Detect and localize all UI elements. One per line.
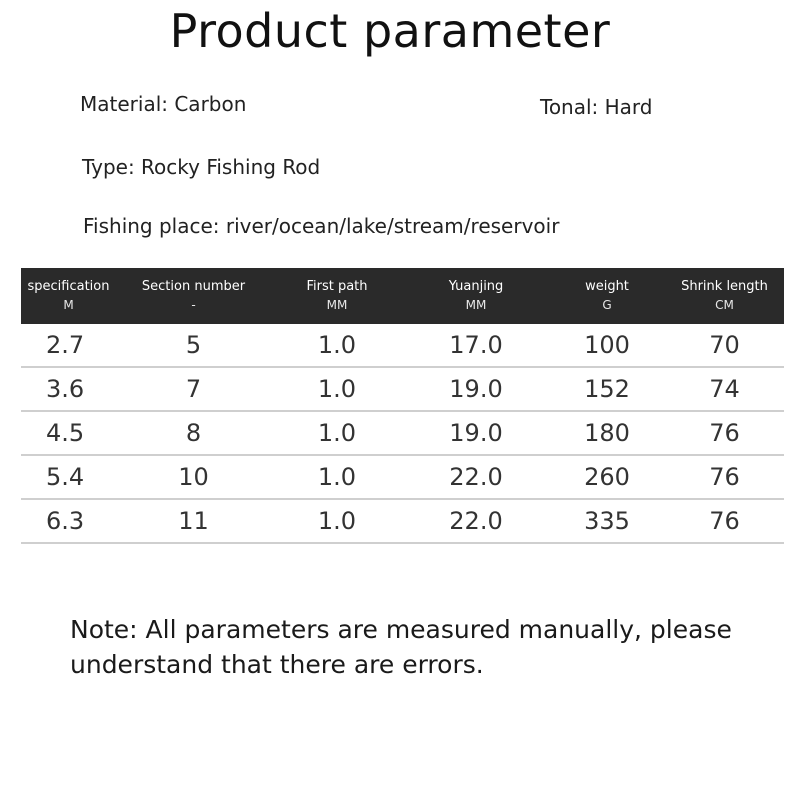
header-shrink-length: Shrink length CM <box>681 279 768 312</box>
table-cell: 335 <box>549 499 665 543</box>
header-weight: weight G <box>585 279 629 312</box>
table-cell: 100 <box>549 324 665 367</box>
table-cell: 260 <box>549 455 665 499</box>
table-cell: 1.0 <box>271 411 403 455</box>
table-cell: 76 <box>665 455 784 499</box>
material-text: Material: Carbon <box>80 92 247 116</box>
spec-table <box>21 268 784 544</box>
table-cell: 7 <box>116 367 271 411</box>
table-cell: 19.0 <box>403 367 549 411</box>
table-cell: 22.0 <box>403 455 549 499</box>
table-cell: 5.4 <box>21 455 116 499</box>
table-cell: 180 <box>549 411 665 455</box>
type-text: Type: Rocky Fishing Rod <box>82 155 321 179</box>
table-cell: 5 <box>116 324 271 367</box>
header-section-number: Section number - <box>141 279 246 312</box>
note-text: Note: All parameters are measured manually, please understand that there are errors. <box>70 615 732 679</box>
table-cell: 1.0 <box>271 499 403 543</box>
table-cell: 74 <box>665 367 784 411</box>
table-cell: 17.0 <box>403 324 549 367</box>
table-row <box>21 367 784 411</box>
fishing-place-text: Fishing place: river/ocean/lake/stream/reservoir <box>83 214 560 238</box>
table-cell: 1.0 <box>271 455 403 499</box>
table-cell: 6.3 <box>21 499 116 543</box>
table-cell: 1.0 <box>271 367 403 411</box>
table-body <box>21 324 784 543</box>
table-cell: 152 <box>549 367 665 411</box>
table-cell: 70 <box>665 324 784 367</box>
page-title: Product parameter <box>169 4 611 58</box>
table-cell: 2.7 <box>21 324 116 367</box>
table-row <box>21 411 784 455</box>
table-row <box>21 324 784 367</box>
header-first-path: First path MM <box>306 279 368 312</box>
table-cell: 11 <box>116 499 271 543</box>
table-cell: 22.0 <box>403 499 549 543</box>
table-cell: 8 <box>116 411 271 455</box>
table-cell: 19.0 <box>403 411 549 455</box>
header-yuanjing: Yuanjing MM <box>448 279 504 312</box>
table-cell: 10 <box>116 455 271 499</box>
header-specification: specification M <box>27 279 110 312</box>
tonal-text: Tonal: Hard <box>540 95 653 119</box>
table-cell: 76 <box>665 411 784 455</box>
table-row <box>21 455 784 499</box>
table-row <box>21 499 784 543</box>
table-cell: 4.5 <box>21 411 116 455</box>
table-cell: 1.0 <box>271 324 403 367</box>
table-cell: 3.6 <box>21 367 116 411</box>
table-cell: 76 <box>665 499 784 543</box>
table-header-row <box>21 268 784 324</box>
